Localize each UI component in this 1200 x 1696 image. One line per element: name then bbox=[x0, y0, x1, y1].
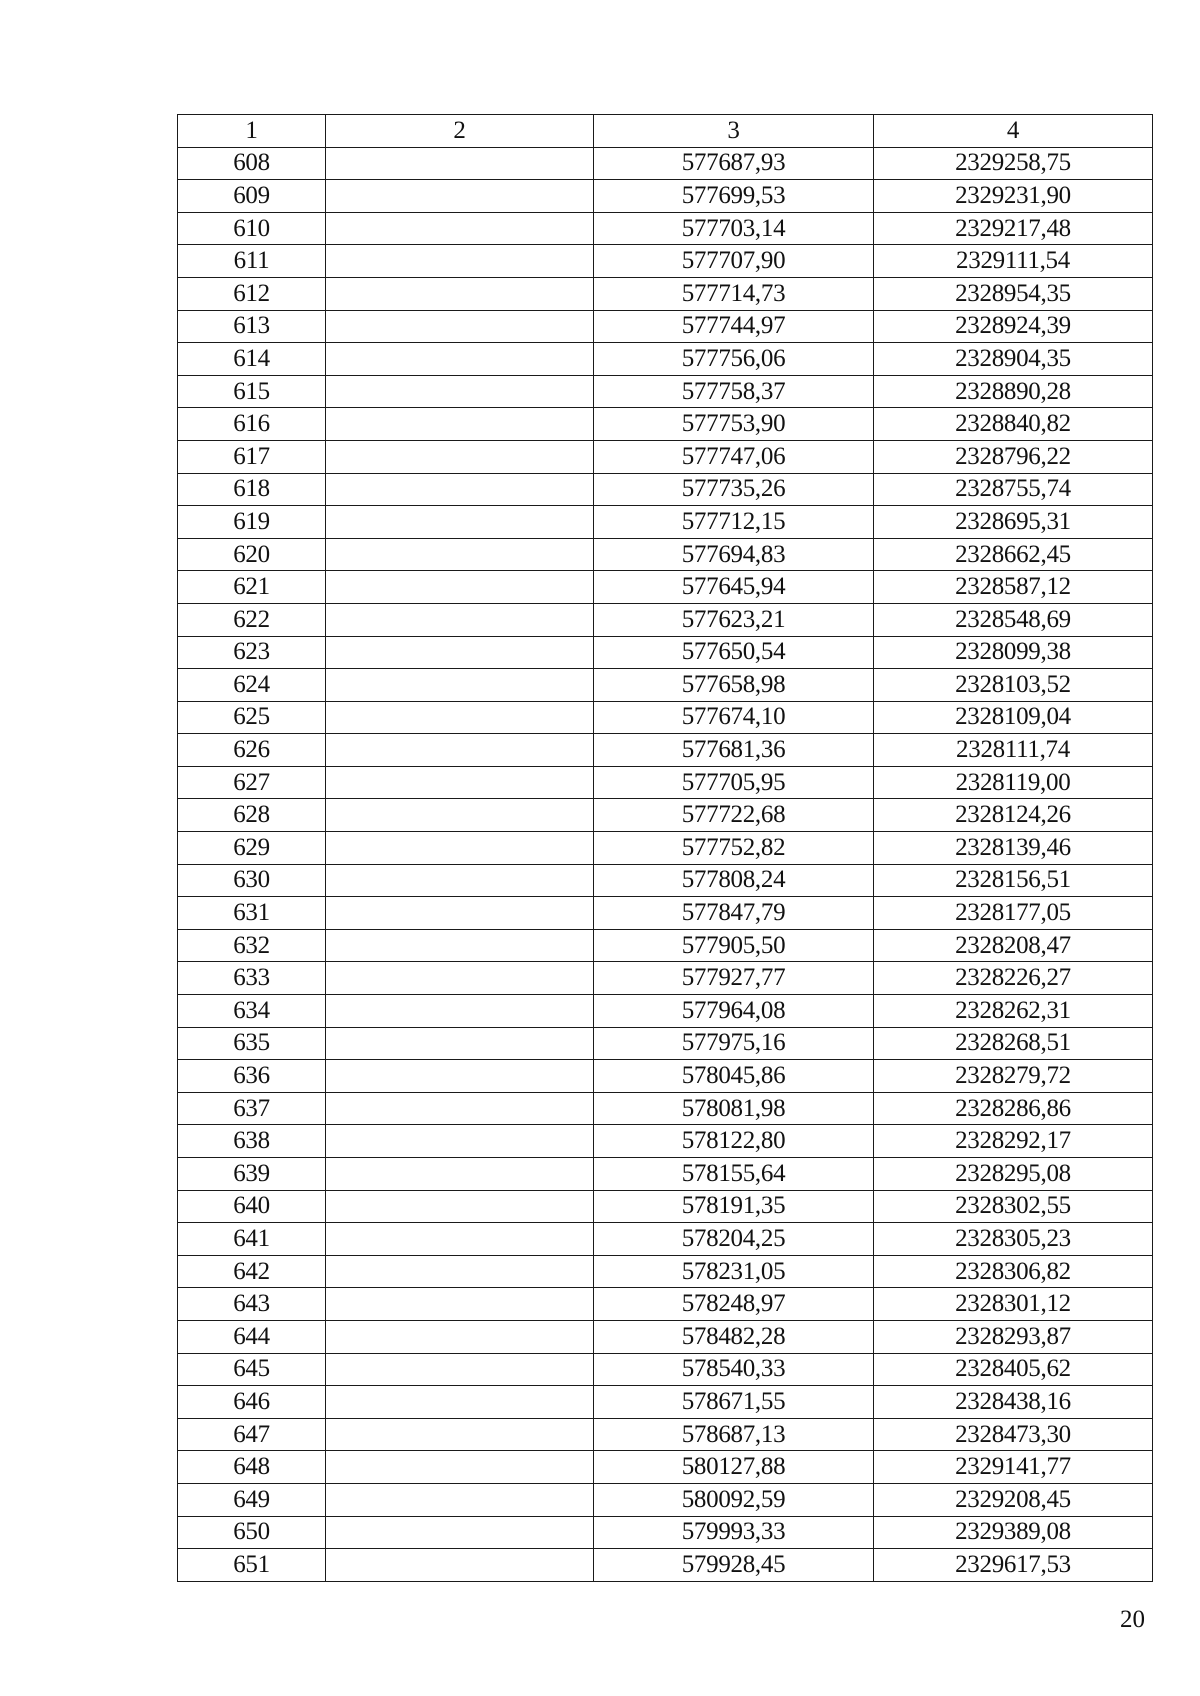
point-number-cell: 650 bbox=[178, 1516, 326, 1549]
description-cell bbox=[326, 1092, 594, 1125]
x-coordinate-cell: 577735,26 bbox=[594, 473, 874, 506]
x-coordinate-cell: 577753,90 bbox=[594, 408, 874, 441]
x-coordinate-cell: 578155,64 bbox=[594, 1158, 874, 1191]
y-coordinate-cell: 2329111,54 bbox=[874, 245, 1153, 278]
point-number-cell: 632 bbox=[178, 929, 326, 962]
table-row bbox=[178, 277, 1153, 310]
table-row bbox=[178, 375, 1153, 408]
y-coordinate-cell: 2328302,55 bbox=[874, 1190, 1153, 1223]
table-row bbox=[178, 701, 1153, 734]
description-cell bbox=[326, 310, 594, 343]
description-cell bbox=[326, 1223, 594, 1256]
table-row bbox=[178, 440, 1153, 473]
table-row bbox=[178, 538, 1153, 571]
y-coordinate-cell: 2328226,27 bbox=[874, 962, 1153, 995]
table-row bbox=[178, 636, 1153, 669]
point-number-cell: 641 bbox=[178, 1223, 326, 1256]
table-row bbox=[178, 1320, 1153, 1353]
table-row bbox=[178, 473, 1153, 506]
point-number-cell: 624 bbox=[178, 669, 326, 702]
table-row bbox=[178, 1255, 1153, 1288]
y-coordinate-cell: 2328405,62 bbox=[874, 1353, 1153, 1386]
x-coordinate-cell: 578081,98 bbox=[594, 1092, 874, 1125]
y-coordinate-cell: 2328306,82 bbox=[874, 1255, 1153, 1288]
description-cell bbox=[326, 506, 594, 539]
description-cell bbox=[326, 277, 594, 310]
x-coordinate-cell: 578191,35 bbox=[594, 1190, 874, 1223]
y-coordinate-cell: 2329231,90 bbox=[874, 180, 1153, 213]
x-coordinate-cell: 580092,59 bbox=[594, 1483, 874, 1516]
y-coordinate-cell: 2328890,28 bbox=[874, 375, 1153, 408]
description-cell bbox=[326, 180, 594, 213]
table-row bbox=[178, 1190, 1153, 1223]
description-cell bbox=[326, 1549, 594, 1582]
x-coordinate-cell: 578671,55 bbox=[594, 1386, 874, 1419]
x-coordinate-cell: 577747,06 bbox=[594, 440, 874, 473]
table-row bbox=[178, 995, 1153, 1028]
point-number-cell: 625 bbox=[178, 701, 326, 734]
table-row bbox=[178, 571, 1153, 604]
point-number-cell: 609 bbox=[178, 180, 326, 213]
x-coordinate-cell: 580127,88 bbox=[594, 1451, 874, 1484]
table-row bbox=[178, 962, 1153, 995]
y-coordinate-cell: 2328301,12 bbox=[874, 1288, 1153, 1321]
x-coordinate-cell: 577687,93 bbox=[594, 147, 874, 180]
description-cell bbox=[326, 1353, 594, 1386]
point-number-cell: 638 bbox=[178, 1125, 326, 1158]
x-coordinate-cell: 577645,94 bbox=[594, 571, 874, 604]
table-header-row bbox=[178, 115, 1153, 148]
table-row bbox=[178, 1223, 1153, 1256]
description-cell bbox=[326, 147, 594, 180]
description-cell bbox=[326, 1320, 594, 1353]
x-coordinate-cell: 577703,14 bbox=[594, 212, 874, 245]
point-number-cell: 640 bbox=[178, 1190, 326, 1223]
table-row bbox=[178, 343, 1153, 376]
table-row bbox=[178, 603, 1153, 636]
header-cell-4: 4 bbox=[874, 115, 1153, 148]
table-row bbox=[178, 180, 1153, 213]
description-cell bbox=[326, 995, 594, 1028]
table-row bbox=[178, 506, 1153, 539]
y-coordinate-cell: 2328293,87 bbox=[874, 1320, 1153, 1353]
description-cell bbox=[326, 1255, 594, 1288]
table-row bbox=[178, 897, 1153, 930]
y-coordinate-cell: 2328286,86 bbox=[874, 1092, 1153, 1125]
y-coordinate-cell: 2328268,51 bbox=[874, 1027, 1153, 1060]
y-coordinate-cell: 2328099,38 bbox=[874, 636, 1153, 669]
description-cell bbox=[326, 1418, 594, 1451]
table-row bbox=[178, 1386, 1153, 1419]
table-row bbox=[178, 408, 1153, 441]
table-row bbox=[178, 864, 1153, 897]
table-row bbox=[178, 832, 1153, 865]
point-number-cell: 611 bbox=[178, 245, 326, 278]
description-cell bbox=[326, 799, 594, 832]
y-coordinate-cell: 2329617,53 bbox=[874, 1549, 1153, 1582]
x-coordinate-cell: 577714,73 bbox=[594, 277, 874, 310]
description-cell bbox=[326, 897, 594, 930]
page-number: 20 bbox=[1120, 1606, 1145, 1633]
x-coordinate-cell: 577847,79 bbox=[594, 897, 874, 930]
point-number-cell: 623 bbox=[178, 636, 326, 669]
description-cell bbox=[326, 473, 594, 506]
description-cell bbox=[326, 538, 594, 571]
point-number-cell: 621 bbox=[178, 571, 326, 604]
description-cell bbox=[326, 1060, 594, 1093]
point-number-cell: 634 bbox=[178, 995, 326, 1028]
description-cell bbox=[326, 766, 594, 799]
y-coordinate-cell: 2329208,45 bbox=[874, 1483, 1153, 1516]
x-coordinate-cell: 578045,86 bbox=[594, 1060, 874, 1093]
y-coordinate-cell: 2328262,31 bbox=[874, 995, 1153, 1028]
y-coordinate-cell: 2328124,26 bbox=[874, 799, 1153, 832]
x-coordinate-cell: 577623,21 bbox=[594, 603, 874, 636]
x-coordinate-cell: 577722,68 bbox=[594, 799, 874, 832]
description-cell bbox=[326, 1451, 594, 1484]
y-coordinate-cell: 2328103,52 bbox=[874, 669, 1153, 702]
y-coordinate-cell: 2328840,82 bbox=[874, 408, 1153, 441]
table-row bbox=[178, 1027, 1153, 1060]
description-cell bbox=[326, 603, 594, 636]
y-coordinate-cell: 2328954,35 bbox=[874, 277, 1153, 310]
point-number-cell: 643 bbox=[178, 1288, 326, 1321]
point-number-cell: 620 bbox=[178, 538, 326, 571]
point-number-cell: 626 bbox=[178, 734, 326, 767]
x-coordinate-cell: 577905,50 bbox=[594, 929, 874, 962]
description-cell bbox=[326, 864, 594, 897]
description-cell bbox=[326, 832, 594, 865]
table-row bbox=[178, 1288, 1153, 1321]
y-coordinate-cell: 2328924,39 bbox=[874, 310, 1153, 343]
y-coordinate-cell: 2328111,74 bbox=[874, 734, 1153, 767]
description-cell bbox=[326, 1158, 594, 1191]
y-coordinate-cell: 2328109,04 bbox=[874, 701, 1153, 734]
point-number-cell: 637 bbox=[178, 1092, 326, 1125]
y-coordinate-cell: 2328796,22 bbox=[874, 440, 1153, 473]
table-row bbox=[178, 1060, 1153, 1093]
description-cell bbox=[326, 1288, 594, 1321]
description-cell bbox=[326, 929, 594, 962]
coordinates-table-body bbox=[178, 115, 1153, 1582]
y-coordinate-cell: 2328119,00 bbox=[874, 766, 1153, 799]
point-number-cell: 630 bbox=[178, 864, 326, 897]
description-cell bbox=[326, 343, 594, 376]
y-coordinate-cell: 2329258,75 bbox=[874, 147, 1153, 180]
point-number-cell: 645 bbox=[178, 1353, 326, 1386]
table-row bbox=[178, 1483, 1153, 1516]
point-number-cell: 642 bbox=[178, 1255, 326, 1288]
point-number-cell: 619 bbox=[178, 506, 326, 539]
point-number-cell: 629 bbox=[178, 832, 326, 865]
x-coordinate-cell: 577756,06 bbox=[594, 343, 874, 376]
x-coordinate-cell: 577705,95 bbox=[594, 766, 874, 799]
table-row bbox=[178, 310, 1153, 343]
y-coordinate-cell: 2328695,31 bbox=[874, 506, 1153, 539]
x-coordinate-cell: 577699,53 bbox=[594, 180, 874, 213]
x-coordinate-cell: 578482,28 bbox=[594, 1320, 874, 1353]
table-row bbox=[178, 1092, 1153, 1125]
header-cell-2: 2 bbox=[326, 115, 594, 148]
y-coordinate-cell: 2328208,47 bbox=[874, 929, 1153, 962]
point-number-cell: 613 bbox=[178, 310, 326, 343]
point-number-cell: 647 bbox=[178, 1418, 326, 1451]
x-coordinate-cell: 579928,45 bbox=[594, 1549, 874, 1582]
table-row bbox=[178, 1549, 1153, 1582]
table-row bbox=[178, 212, 1153, 245]
y-coordinate-cell: 2328156,51 bbox=[874, 864, 1153, 897]
point-number-cell: 608 bbox=[178, 147, 326, 180]
point-number-cell: 622 bbox=[178, 603, 326, 636]
x-coordinate-cell: 577744,97 bbox=[594, 310, 874, 343]
y-coordinate-cell: 2328587,12 bbox=[874, 571, 1153, 604]
table-row bbox=[178, 1158, 1153, 1191]
description-cell bbox=[326, 1190, 594, 1223]
table-row bbox=[178, 1418, 1153, 1451]
point-number-cell: 614 bbox=[178, 343, 326, 376]
header-cell-3: 3 bbox=[594, 115, 874, 148]
x-coordinate-cell: 578687,13 bbox=[594, 1418, 874, 1451]
description-cell bbox=[326, 571, 594, 604]
point-number-cell: 646 bbox=[178, 1386, 326, 1419]
x-coordinate-cell: 577752,82 bbox=[594, 832, 874, 865]
description-cell bbox=[326, 212, 594, 245]
y-coordinate-cell: 2328279,72 bbox=[874, 1060, 1153, 1093]
description-cell bbox=[326, 408, 594, 441]
table-row bbox=[178, 734, 1153, 767]
description-cell bbox=[326, 1386, 594, 1419]
point-number-cell: 635 bbox=[178, 1027, 326, 1060]
x-coordinate-cell: 577712,15 bbox=[594, 506, 874, 539]
description-cell bbox=[326, 1516, 594, 1549]
point-number-cell: 616 bbox=[178, 408, 326, 441]
description-cell bbox=[326, 1483, 594, 1516]
point-number-cell: 633 bbox=[178, 962, 326, 995]
y-coordinate-cell: 2328438,16 bbox=[874, 1386, 1153, 1419]
description-cell bbox=[326, 245, 594, 278]
point-number-cell: 627 bbox=[178, 766, 326, 799]
point-number-cell: 639 bbox=[178, 1158, 326, 1191]
point-number-cell: 648 bbox=[178, 1451, 326, 1484]
y-coordinate-cell: 2329389,08 bbox=[874, 1516, 1153, 1549]
x-coordinate-cell: 577758,37 bbox=[594, 375, 874, 408]
description-cell bbox=[326, 1125, 594, 1158]
table-row bbox=[178, 1353, 1153, 1386]
x-coordinate-cell: 579993,33 bbox=[594, 1516, 874, 1549]
x-coordinate-cell: 578231,05 bbox=[594, 1255, 874, 1288]
coordinates-table bbox=[177, 114, 1153, 1582]
point-number-cell: 610 bbox=[178, 212, 326, 245]
description-cell bbox=[326, 1027, 594, 1060]
table-row bbox=[178, 1125, 1153, 1158]
description-cell bbox=[326, 375, 594, 408]
table-row bbox=[178, 766, 1153, 799]
y-coordinate-cell: 2328177,05 bbox=[874, 897, 1153, 930]
y-coordinate-cell: 2328292,17 bbox=[874, 1125, 1153, 1158]
point-number-cell: 651 bbox=[178, 1549, 326, 1582]
table-row bbox=[178, 1451, 1153, 1484]
table-row bbox=[178, 1516, 1153, 1549]
y-coordinate-cell: 2329141,77 bbox=[874, 1451, 1153, 1484]
x-coordinate-cell: 578540,33 bbox=[594, 1353, 874, 1386]
y-coordinate-cell: 2328305,23 bbox=[874, 1223, 1153, 1256]
point-number-cell: 649 bbox=[178, 1483, 326, 1516]
y-coordinate-cell: 2328755,74 bbox=[874, 473, 1153, 506]
y-coordinate-cell: 2328473,30 bbox=[874, 1418, 1153, 1451]
x-coordinate-cell: 577964,08 bbox=[594, 995, 874, 1028]
x-coordinate-cell: 577681,36 bbox=[594, 734, 874, 767]
y-coordinate-cell: 2328295,08 bbox=[874, 1158, 1153, 1191]
x-coordinate-cell: 578204,25 bbox=[594, 1223, 874, 1256]
point-number-cell: 631 bbox=[178, 897, 326, 930]
x-coordinate-cell: 578248,97 bbox=[594, 1288, 874, 1321]
point-number-cell: 636 bbox=[178, 1060, 326, 1093]
point-number-cell: 612 bbox=[178, 277, 326, 310]
x-coordinate-cell: 577650,54 bbox=[594, 636, 874, 669]
point-number-cell: 618 bbox=[178, 473, 326, 506]
x-coordinate-cell: 577694,83 bbox=[594, 538, 874, 571]
y-coordinate-cell: 2328548,69 bbox=[874, 603, 1153, 636]
table-row bbox=[178, 245, 1153, 278]
description-cell bbox=[326, 669, 594, 702]
table-row bbox=[178, 147, 1153, 180]
x-coordinate-cell: 577808,24 bbox=[594, 864, 874, 897]
description-cell bbox=[326, 636, 594, 669]
table-row bbox=[178, 799, 1153, 832]
x-coordinate-cell: 578122,80 bbox=[594, 1125, 874, 1158]
x-coordinate-cell: 577927,77 bbox=[594, 962, 874, 995]
x-coordinate-cell: 577975,16 bbox=[594, 1027, 874, 1060]
description-cell bbox=[326, 734, 594, 767]
description-cell bbox=[326, 962, 594, 995]
description-cell bbox=[326, 440, 594, 473]
x-coordinate-cell: 577674,10 bbox=[594, 701, 874, 734]
x-coordinate-cell: 577658,98 bbox=[594, 669, 874, 702]
y-coordinate-cell: 2329217,48 bbox=[874, 212, 1153, 245]
point-number-cell: 644 bbox=[178, 1320, 326, 1353]
y-coordinate-cell: 2328904,35 bbox=[874, 343, 1153, 376]
x-coordinate-cell: 577707,90 bbox=[594, 245, 874, 278]
table-row bbox=[178, 929, 1153, 962]
point-number-cell: 628 bbox=[178, 799, 326, 832]
description-cell bbox=[326, 701, 594, 734]
point-number-cell: 615 bbox=[178, 375, 326, 408]
table-row bbox=[178, 669, 1153, 702]
y-coordinate-cell: 2328139,46 bbox=[874, 832, 1153, 865]
y-coordinate-cell: 2328662,45 bbox=[874, 538, 1153, 571]
point-number-cell: 617 bbox=[178, 440, 326, 473]
header-cell-1: 1 bbox=[178, 115, 326, 148]
